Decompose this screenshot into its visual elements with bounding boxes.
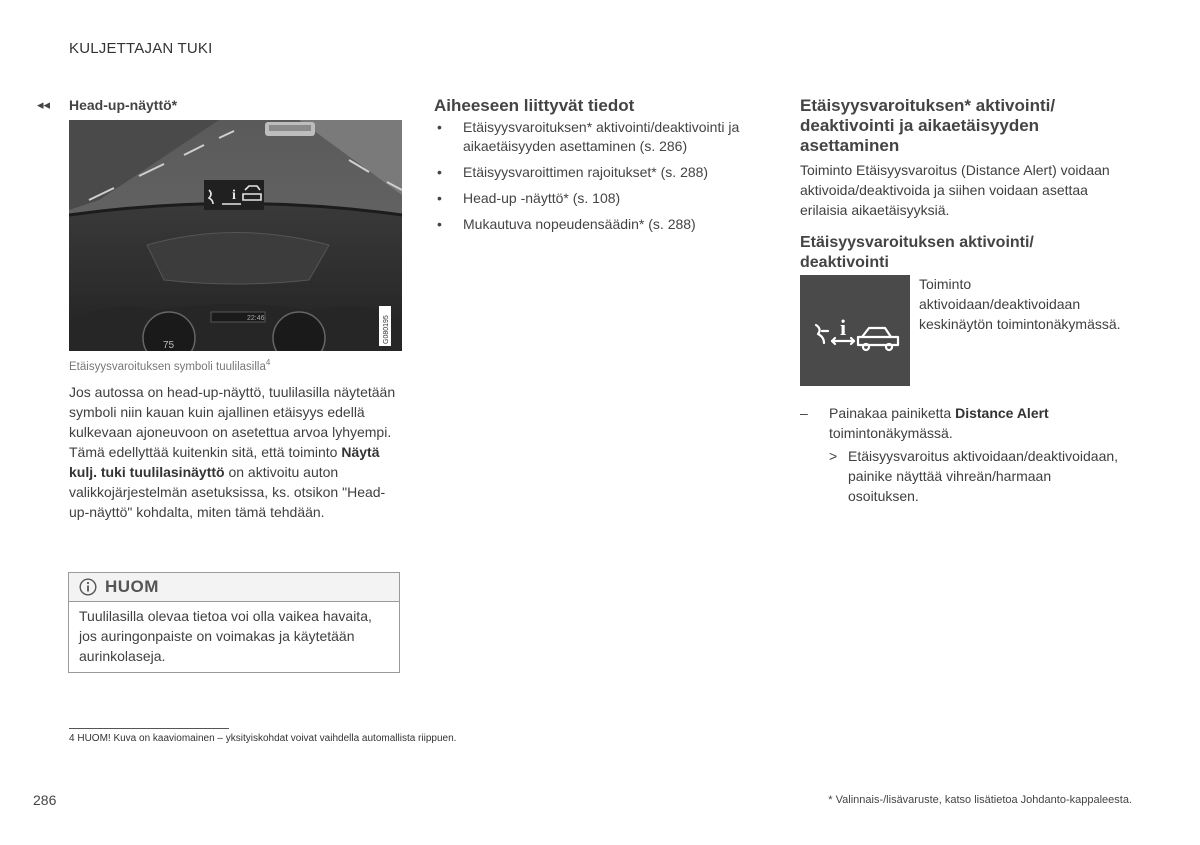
instrument-cluster [69,304,402,351]
body-text-start: Jos autossa on head-up-näyttö, tuulilasilla näytetään symboli niin kauan kuin ajallinen etäisyys edellä kulkevaan ajoneuvoon on asetettua arvoa lyhyempi. Tämä edellyttää kuitenkin sitä, että toiminto [69,384,396,460]
note-title: HUOM [105,577,159,596]
body-paragraph [69,382,403,522]
bullet-icon: • [437,164,442,180]
instruction-step [800,403,1130,443]
bullet-icon: • [437,119,442,135]
result-text: Etäisyysvaroitus aktivoidaan/deaktivoidaan, painike näyttää vihreän/harmaan osoituksen. [848,448,1119,504]
related-info-title: Aiheeseen liittyvät tiedot [434,96,635,115]
note-box [68,572,400,673]
back-arrows-icon[interactable]: ◂◂ [37,97,51,112]
figure-title: Head-up-näyttö* [69,97,178,113]
intro-paragraph: Toiminto Etäisyysvaroitus (Distance Alert) voidaan aktivoida/deaktivoida ja siihen voidaan asettaa erilaisia aikaetäisyyksiä. [800,162,1110,218]
svg-text:i: i [839,315,847,340]
related-link-2[interactable] [434,163,779,182]
footnote-number: 4 [69,733,75,744]
related-link-text: Etäisyysvaroituksen* aktivointi/deaktivointi ja aikaetäisyyden asettaminen (s. 286) [463,119,740,154]
related-link-text: Etäisyysvaroittimen rajoitukset* (s. 288) [463,164,709,180]
section-header: KULJETTAJAN TUKI [69,40,213,57]
related-info-list [434,118,779,241]
illustration-code: G080195 [383,315,390,344]
step-result [829,446,1119,506]
setting-name: Näytä kulj. tuki tuulilasinäyttö [69,444,380,480]
optional-equipment-disclaimer: * Valinnais-/lisävaruste, katso lisätietoa Johdanto-kappaleesta. [828,794,1132,806]
distance-alert-symbol-icon [800,275,910,386]
footnote [69,733,456,744]
symbol-description: Toiminto aktivoidaan/deaktivoidaan keskinäytön toimintonäkymässä. [919,276,1121,332]
related-link-4[interactable] [434,215,779,234]
figure-caption [69,358,270,373]
page-number: 286 [33,792,57,808]
cluster-readout: 22:46 [247,315,265,322]
info-circle-icon [79,578,97,596]
related-link-3[interactable] [434,189,779,208]
result-arrow-icon: > [829,448,838,464]
footnote-text: HUOM! Kuva on kaaviomainen – yksityiskohdat voivat vaihdella automallista riippuen. [77,733,457,744]
bullet-icon: • [437,190,442,206]
note-header [69,573,399,602]
distance-alert-button-label: Distance Alert [955,405,1049,421]
related-link-text: Mukautuva nopeudensäädin* (s. 288) [463,216,696,232]
caption-footnote-ref[interactable]: 4 [265,358,271,367]
speed-readout: 75 [163,340,175,351]
step-prefix: Painakaa painiketta [829,405,956,421]
caption-text: Etäisyysvaroituksen symboli tuulilasilla [69,360,266,373]
related-link-1[interactable] [434,118,779,156]
svg-text:i: i [232,188,236,203]
step-dash: – [800,405,808,421]
step-suffix: toimintonäkymässä. [829,425,953,441]
subsection-heading: Etäisyysvaroituksen aktivointi/ deaktivointi [800,234,1034,271]
note-text: Tuulilasilla olevaa tietoa voi olla vaikea havaita, jos auringonpaiste on voimakas ja käytetään aurinkolaseja. [79,608,372,664]
head-up-display-illustration [69,120,402,351]
related-link-text: Head-up -näyttö* (s. 108) [463,190,621,206]
section-heading: Etäisyysvaroituksen* aktivointi/ deaktivointi ja aikaetäisyyden asettaminen [800,96,1056,155]
body-text-end: on aktivoitu auton valikkojärjestelmän asetuksissa, ks. otsikon "Head-up-näyttö" kohdalta, miten tämä tehdään. [69,464,386,520]
step-text [829,403,1130,443]
footnote-divider [69,728,229,729]
bullet-icon: • [437,216,442,232]
